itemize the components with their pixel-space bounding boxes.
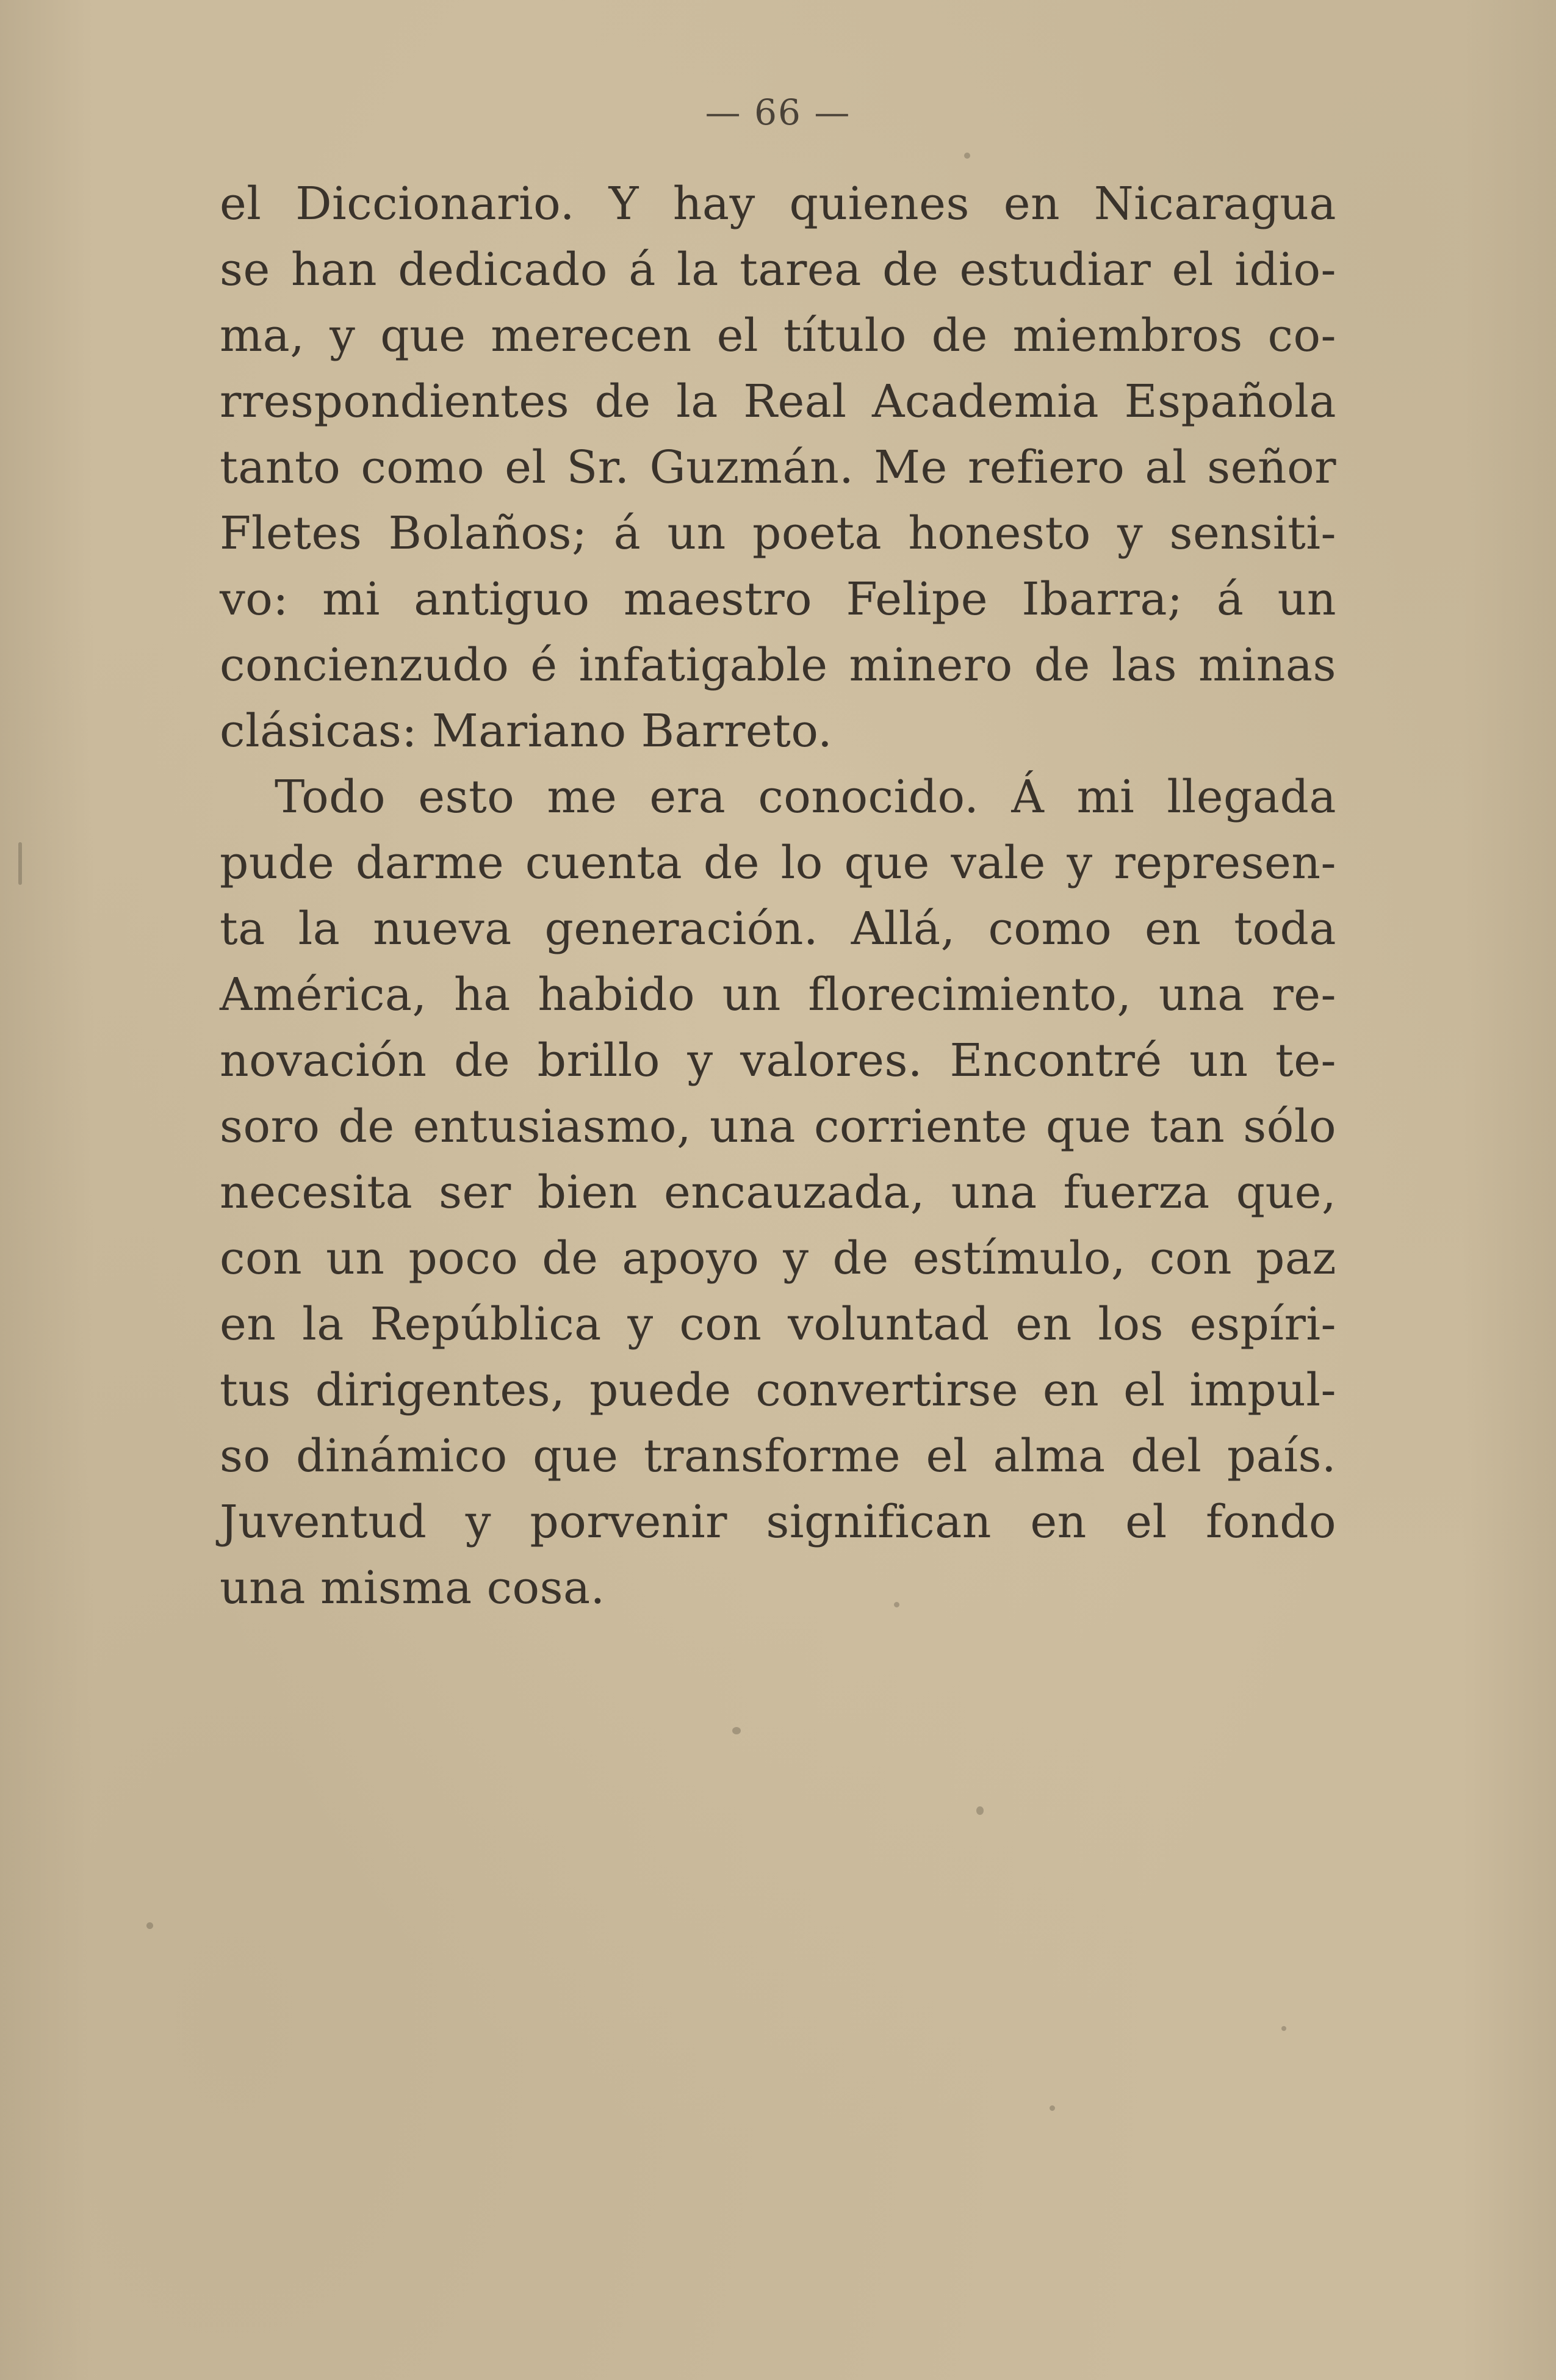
text-line: el Diccionario. Y hay quienes en Nicaragua [220, 178, 1336, 230]
text-line: clásicas: Mariano Barreto. [220, 705, 833, 757]
text-line: necesita ser bien encauzada, una fuerza que, [220, 1166, 1336, 1219]
paper-speck [1281, 2026, 1286, 2031]
text-line: Juventud y porvenir significan en el fondo [220, 1496, 1336, 1548]
paper-speck [1050, 2105, 1055, 2111]
text-line: en la República y con voluntad en los espíri- [220, 1298, 1336, 1350]
text-line: pude darme cuenta de lo que vale y represen- [220, 837, 1336, 889]
text-line: América, ha habido un florecimiento, una re- [220, 968, 1336, 1021]
text-line: una misma cosa. [220, 1562, 605, 1614]
paper-speck [732, 1727, 741, 1734]
text-line: Todo esto me era conocido. Á mi llegada [275, 771, 1336, 823]
text-line: ta la nueva generación. Allá, como en toda [220, 903, 1336, 955]
text-line: concienzudo é infatigable minero de las minas [220, 639, 1336, 691]
text-line: novación de brillo y valores. Encontré un te- [220, 1034, 1336, 1087]
text-line: tanto como el Sr. Guzmán. Me refiero al señor [220, 441, 1336, 494]
text-line: ma, y que merecen el título de miembros co- [220, 309, 1336, 362]
page-number: — 66 — [705, 92, 851, 133]
paper-speck [18, 842, 22, 885]
text-line: Fletes Bolaños; á un poeta honesto y sensiti- [220, 507, 1336, 560]
text-line: so dinámico que transforme el alma del país. [220, 1430, 1336, 1482]
text-line: se han dedicado á la tarea de estudiar el idio- [220, 243, 1336, 296]
paper-speck [976, 1806, 984, 1815]
text-line: rrespondientes de la Real Academia Española [220, 375, 1336, 428]
text-line: vo: mi antiguo maestro Felipe Ibarra; á un [220, 573, 1336, 626]
paper-speck [894, 1602, 899, 1607]
text-line: con un poco de apoyo y de estímulo, con paz [220, 1232, 1336, 1285]
body-text [220, 171, 1336, 1621]
paragraph-2 [220, 764, 1336, 1621]
paper-speck [146, 1922, 153, 1929]
text-line: tus dirigentes, puede convertirse en el impul- [220, 1364, 1336, 1416]
paper-speck [964, 153, 970, 159]
text-line: soro de entusiasmo, una corriente que tan sólo [220, 1100, 1336, 1153]
paragraph-1 [220, 171, 1336, 764]
